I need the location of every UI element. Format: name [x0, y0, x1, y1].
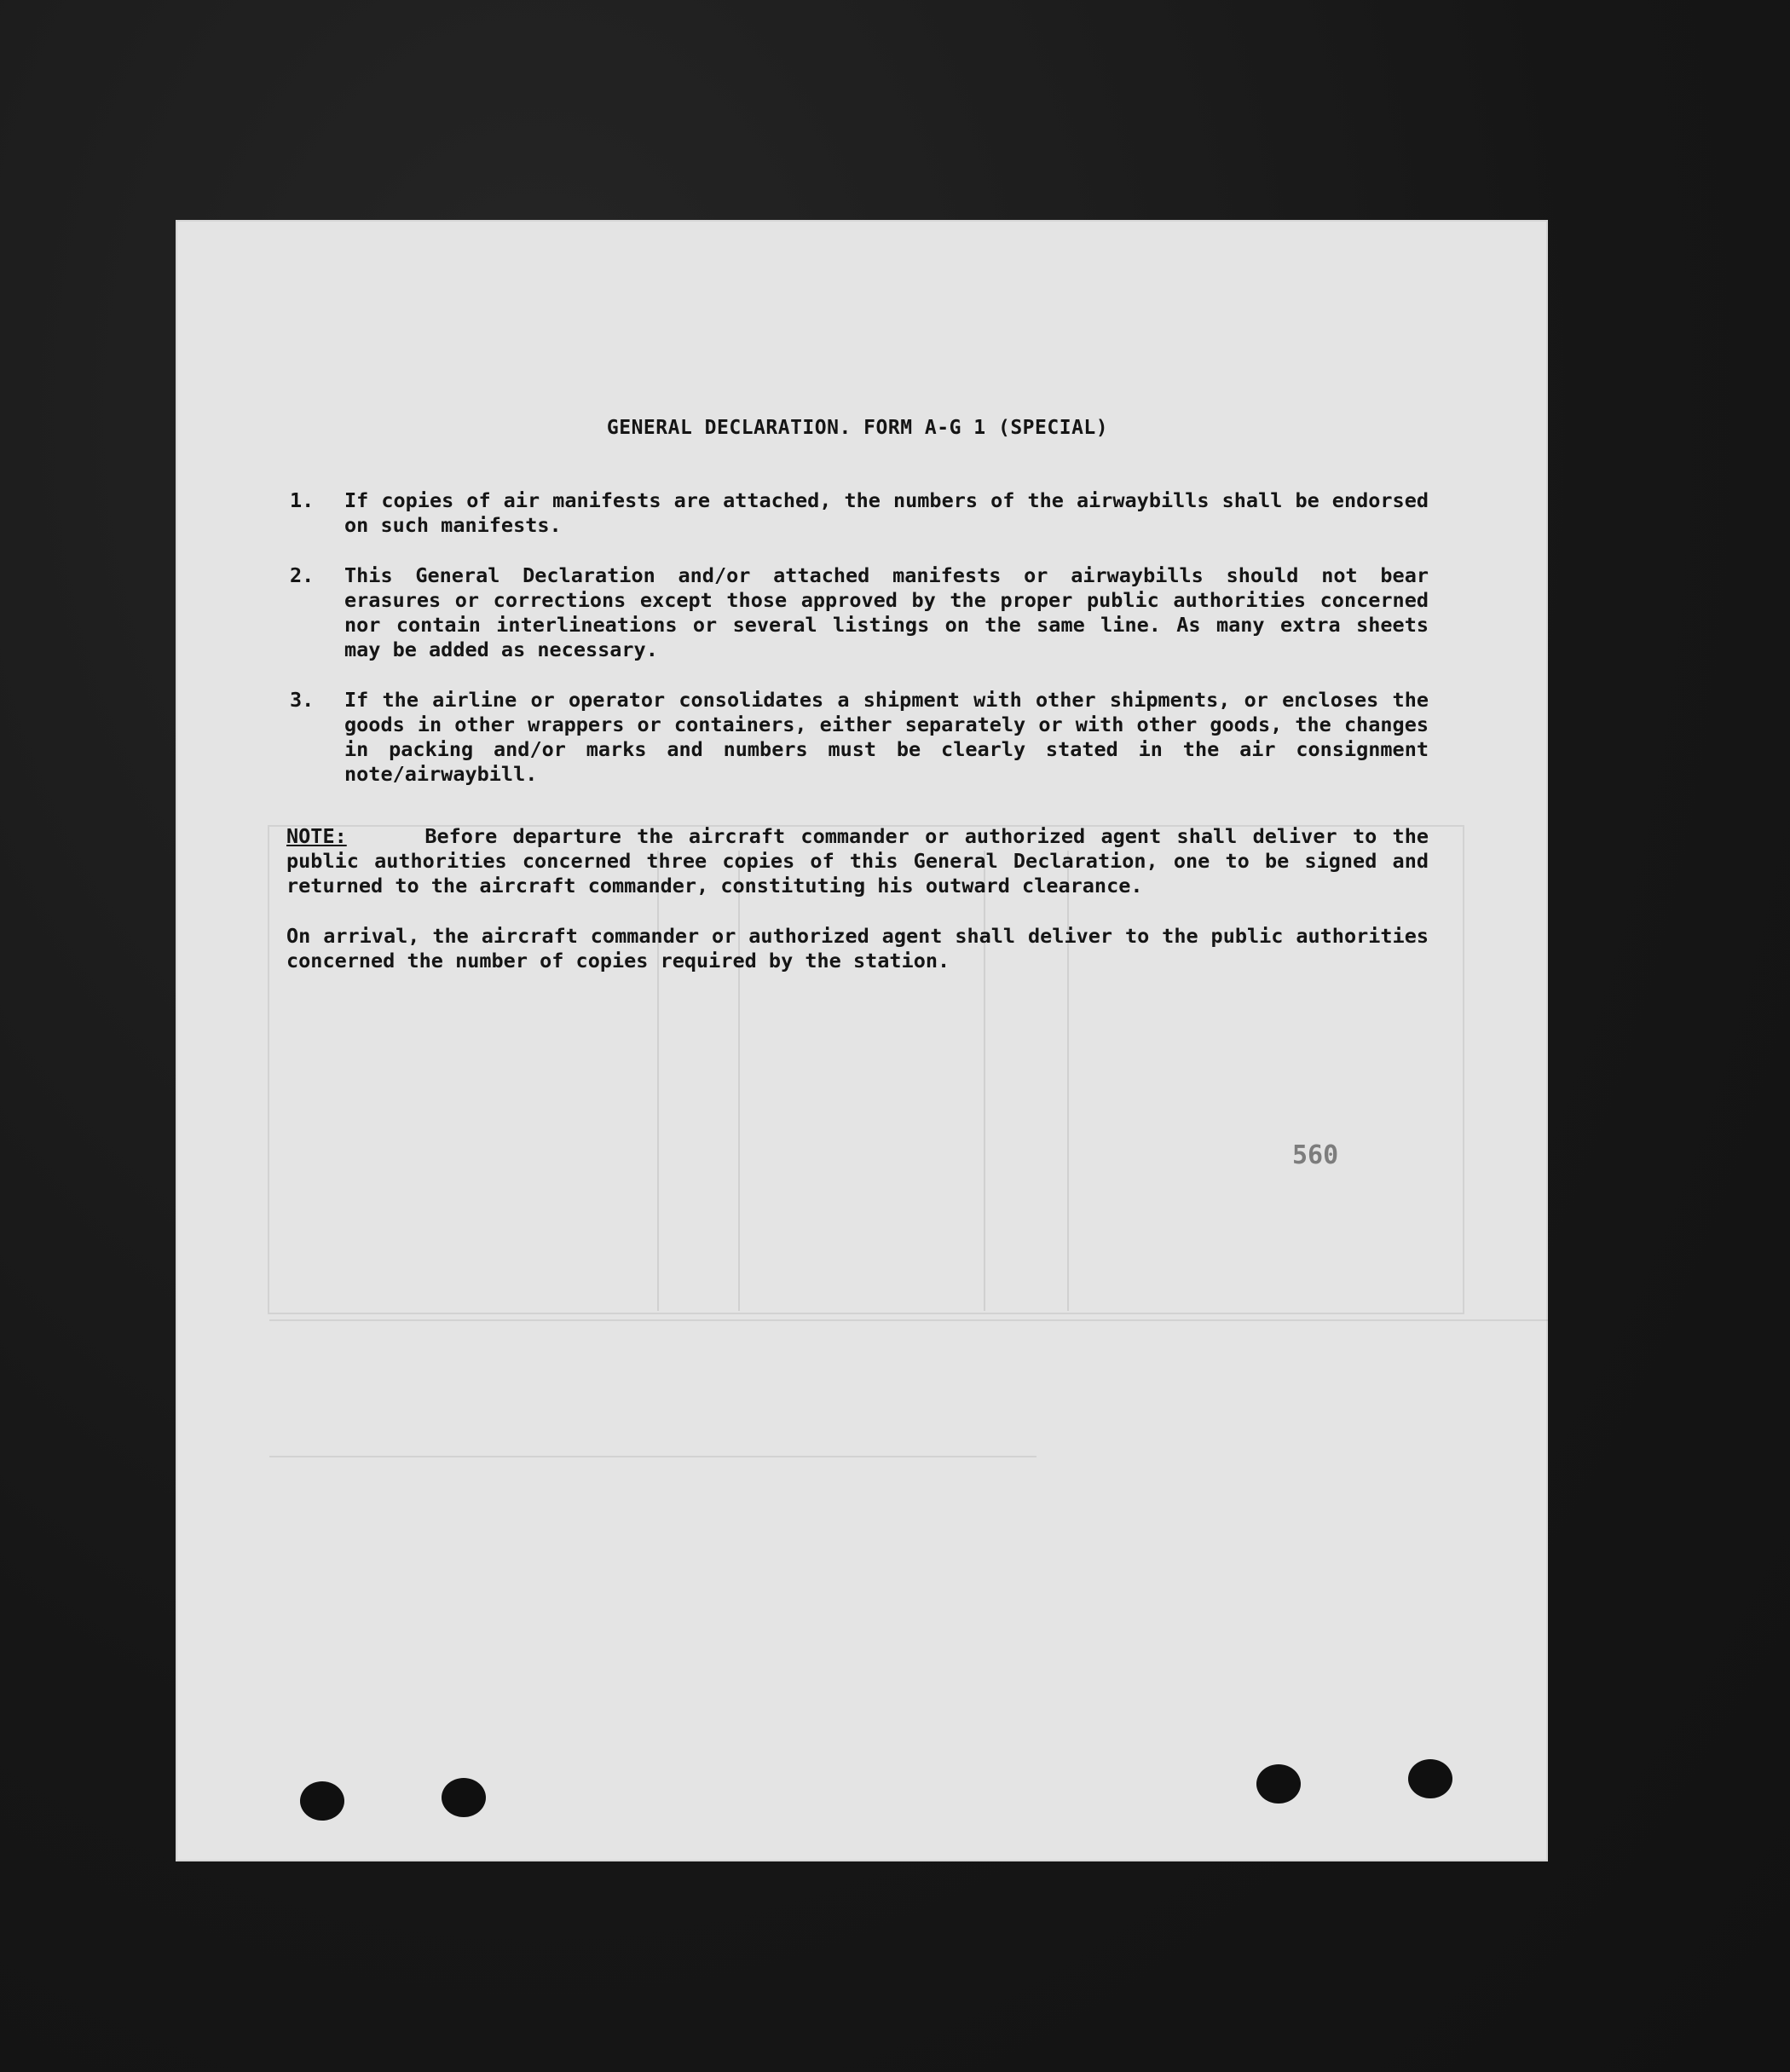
punch-hole — [1256, 1764, 1301, 1804]
punch-hole — [442, 1778, 486, 1817]
item-number: 3. — [290, 688, 315, 712]
instruction-item — [286, 688, 1429, 787]
note-paragraph — [286, 824, 1429, 898]
note-label: NOTE: — [286, 824, 347, 848]
reverse-side-line — [269, 1319, 1548, 1321]
instruction-item — [286, 488, 1429, 538]
item-number: 1. — [290, 488, 315, 512]
reverse-side-line — [269, 1456, 1036, 1457]
punch-hole — [300, 1781, 344, 1821]
declaration-text — [286, 416, 1429, 973]
arrival-paragraph: On arrival, the aircraft commander or authorized agent shall deliver to the public authorities concerned the number of copies required by the station. — [286, 924, 1429, 973]
item-text: If copies of air manifests are attached, the numbers of the airwaybills shall be endorsed on such manifests. — [344, 488, 1429, 537]
note-text: Before departure the aircraft commander or authorized agent shall deliver to the public authorities concerned three copies of this General Declaration, one to be signed and returned to the aircraft commander, constituting his outward clearance. — [286, 824, 1429, 897]
document-page — [176, 220, 1548, 1861]
document-title: GENERAL DECLARATION. FORM A-G 1 (SPECIAL) — [606, 417, 1109, 439]
punch-hole — [1408, 1759, 1452, 1798]
item-number: 2. — [290, 563, 315, 587]
item-text: This General Declaration and/or attached manifests or airwaybills should not bear erasures or corrections except those approved by the proper public authorities concerned nor contain interlineations or several listings on the same line. As many extra sheets may be added as necessary. — [344, 563, 1429, 661]
page-stamp-number: 560 — [1292, 1140, 1339, 1170]
item-text: If the airline or operator consolidates a shipment with other shipments, or encloses the goods in other wrappers or containers, either separately or with other goods, the changes in packing and/or marks and numbers must be clearly stated in the air consignment note/airwaybill. — [344, 688, 1429, 786]
instruction-item — [286, 563, 1429, 662]
